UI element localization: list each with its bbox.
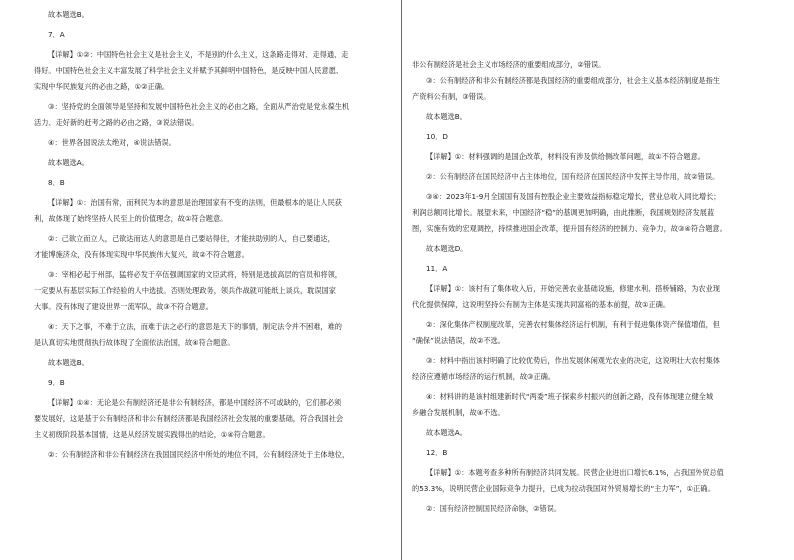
left-text-line: 【详解】①：治国有常，而利民为本的意思是治理国家有不变的法则，但最根本的是让人民获: [48, 198, 342, 207]
left-text-line: 9．B: [48, 378, 65, 387]
left-text-line: 故本题选B。: [48, 358, 89, 367]
left-text-line: ②：公有制经济和非公有制经济在我国国民经济中所处的地位不同，公有制经济处于主体地位，: [48, 450, 350, 459]
right-text-line: ②：公有制经济在国民经济中占主体地位，国有经济在国民经济中发挥主导作用，故②错误。: [426, 172, 720, 181]
right-text-line: 图，实施有效的宏观调控，持续推进国企改革，提升国有经济的控制力、竞争力，故③④符合题意。: [412, 224, 727, 233]
right-text-line: 故本题选B。: [426, 112, 467, 121]
left-text-line: ④：天下之事，不难于立法，而难于法之必行的意思是天下的事情，制定法令并不困难，难的: [48, 322, 342, 331]
left-text-line: ②：己欲立而立人，己欲达而达人的意思是自己要站得住，才能扶助别的人，自己要通达，: [48, 234, 335, 243]
left-text-line: 【详解】①④：无论是公有制经济还是非公有制经济，都是中国经济不可或缺的，它们都必须: [48, 398, 342, 407]
right-text-line: 的53.3%，说明民营企业国际竞争力提升，已成为拉动我国对外贸易增长的“主力军”，①正确。: [412, 484, 715, 493]
right-text-line: ③：公有制经济和非公有制经济都是我国经济的重要组成部分，社会主义基本经济制度是指生: [426, 76, 720, 85]
left-text-line: ④：世界各国说法太绝对，④说法错误。: [48, 138, 176, 147]
right-text-line: 11．A: [426, 264, 448, 273]
left-text-line: 利，故体现了始终坚持人民至上的价值理念，故①符合题意。: [34, 214, 228, 223]
right-text-line: 【详解】①：该村有了集体收入后，开始完善农业基础设施，修建水利、搭桥铺路，为农业现: [426, 284, 720, 293]
left-text-line: ③：宰相必起于州部，猛将必发于卒伍强调国家的文臣武将，特别是选拔高层的官员和将领，: [48, 270, 342, 279]
right-column: [412, 0, 770, 560]
left-text-line: 得好。中国特色社会主义丰富发展了科学社会主义并赋予其鲜明中国特色，是反映中国人民意愿、: [34, 66, 344, 75]
left-text-line: 才能博施济众，没有体现实现中华民族伟大复兴，故②不符合题意。: [34, 250, 249, 259]
right-text-line: ②：深化集体产权制度改革，完善农村集体经济运行机制，有利于促进集体资产保值增值，但: [426, 320, 720, 329]
right-text-line: 产资料公有制，③错误。: [412, 92, 491, 101]
right-text-line: ②：国有经济控制国民经济命脉，②错误。: [426, 504, 562, 513]
left-column: [34, 0, 392, 560]
right-text-line: 经济应遵循市场经济的运行机制，故③正确。: [412, 372, 556, 381]
left-text-line: 是认真切实地贯彻执行故体现了全面依法治国，故④符合题意。: [34, 338, 235, 347]
left-text-line: 活力、走好新的赶考之路的必由之路，③说法错误。: [34, 118, 199, 127]
right-text-line: ③④：2023年1-9月全国国有及国有控股企业主要效益指标稳定增长，营业总收入同比增长；: [426, 192, 721, 201]
left-text-line: 8．B: [48, 178, 65, 187]
left-text-line: 主义初级阶段基本国情，这是从经济发展实践得出的结论，①④符合题意。: [34, 430, 270, 439]
left-text-line: 一定要从有基层实际工作经验的人中选拔。否则处理政务，领兵作战就可能纸上谈兵，耽误国家: [34, 286, 336, 295]
right-text-line: 12．B: [426, 448, 448, 457]
right-text-line: 乡融合发展机制，故④不选。: [412, 408, 505, 417]
right-text-line: 故本题选D。: [426, 244, 468, 253]
column-divider: [401, 0, 402, 560]
right-text-line: 利润总额同比增长。展望未来，中国经济“稳”的基调更加明确，由此推断，我国规划经济发展蓝: [412, 208, 715, 217]
right-text-line: “确保”说法错误，故②不选。: [412, 336, 505, 345]
left-text-line: 故本题选B。: [48, 10, 89, 19]
right-text-line: 【详解】①：本题考查多种所有制经济共同发展。民营企业进出口增长6.1%，占我国外贸总值: [426, 468, 724, 477]
left-text-line: 故本题选A。: [48, 158, 89, 167]
left-text-line: ③：坚持党的全面领导是坚持和发展中国特色社会主义的必由之路，全面从严治党是党永葆生机: [48, 102, 350, 111]
right-text-line: ④：材料讲的是该村组建新时代“两委”班子探索乡村振兴的创新之路，没有体现建立健全城: [426, 392, 714, 401]
right-text-line: 10．D: [426, 132, 448, 141]
right-text-line: 非公有制经济是社会主义市场经济的重要组成部分，②错误。: [412, 60, 606, 69]
left-text-line: 大事。没有体现了建设世界一流军队，故③不符合题意。: [34, 302, 213, 311]
right-text-line: ③：材料中指出该村明确了比较优势后，作出发展休闲观光农业的决定，这说明壮大农村集体: [426, 356, 720, 365]
right-text-line: 代化提供保障，这说明坚持公有制为主体是实现共同富裕的基本前提，故①正确。: [412, 300, 671, 309]
left-text-line: 实现中华民族复兴的必由之路，①②正确。: [34, 82, 170, 91]
left-text-line: 【详解】①②：中国特色社会主义是社会主义，不是别的什么主义，这条路走得对、走得通、走: [48, 50, 349, 59]
right-text-line: 【详解】①：材料强调的是国企改革，材料没有涉及供给侧改革问题，故①不符合题意。: [426, 152, 705, 161]
right-text-line: 故本题选A。: [426, 428, 467, 437]
left-text-line: 7．A: [48, 30, 65, 39]
left-text-line: 要发展好，这是基于公有制经济和非公有制经济都是我国经济社会发展的重要基础，符合我国社会: [34, 414, 344, 423]
